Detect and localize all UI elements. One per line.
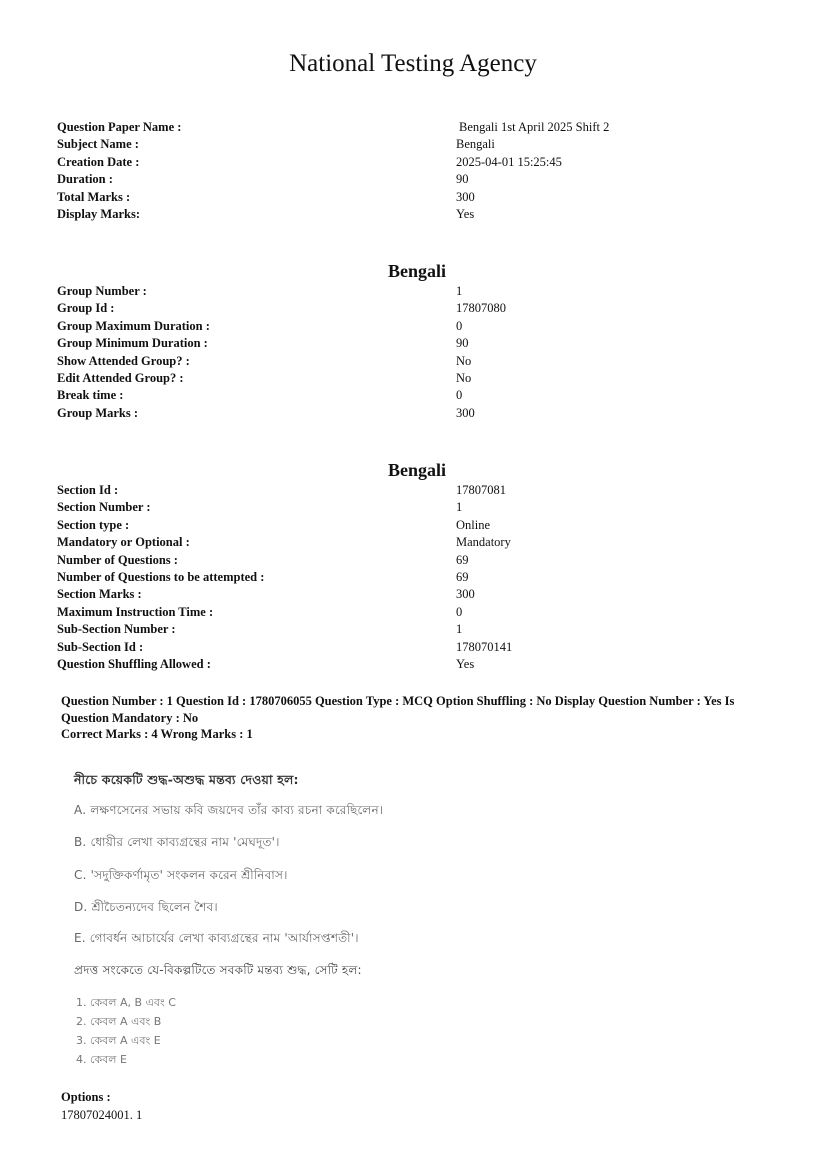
info-key: Maximum Instruction Time : — [57, 604, 214, 619]
question-mandatory-line: Question Mandatory : No — [61, 710, 199, 725]
info-value: No — [456, 353, 472, 368]
group-info-row — [57, 353, 777, 370]
info-key: Duration : — [57, 172, 113, 187]
info-value: 90 — [456, 172, 469, 187]
choice-1: 1. কেবল A, B এবং C — [76, 996, 176, 1009]
paper-info-row — [57, 119, 777, 136]
info-key: Section Number : — [57, 500, 151, 515]
group-heading: Bengali — [387, 261, 446, 281]
info-key: Sub-Section Id : — [57, 639, 144, 654]
info-value: 178070141 — [456, 639, 513, 654]
info-value: Online — [456, 517, 491, 532]
section-info-row — [57, 604, 777, 621]
info-key: Section Id : — [57, 483, 119, 497]
info-value: 0 — [456, 318, 463, 333]
question-meta-line: Question Number : 1 Question Id : 1780706055 Question Type : MCQ Option Shuffling : No Display Question Number : Yes Is — [61, 694, 735, 708]
info-value: 1 — [456, 500, 463, 515]
paper-info-row — [57, 154, 777, 171]
info-key: Section type : — [57, 517, 130, 532]
info-key: Creation Date : — [57, 154, 140, 169]
paper-info-table — [57, 119, 777, 223]
statement-e: E. গোবর্ধন আচার্যের লেখা কাব্যগ্রন্থের নাম 'আর্যাসপ্তশতী'। — [74, 931, 359, 945]
group-info-row — [57, 335, 777, 352]
statement-a: A. লক্ষণসেনের সভায় কবি জয়দেব তাঁর কাব্য রচনা করেছিলেন। — [74, 803, 384, 817]
question-image — [70, 762, 630, 1072]
section-info-row — [57, 621, 777, 638]
group-info-row — [57, 318, 777, 335]
section-info-row — [57, 552, 777, 569]
info-value: 1 — [456, 622, 463, 637]
page-title: National Testing Agency — [289, 50, 537, 77]
paper-info-row — [57, 206, 777, 223]
info-key: Total Marks : — [57, 189, 131, 204]
info-value: 0 — [456, 388, 463, 403]
info-value: 17807081 — [456, 483, 506, 497]
section-info-row — [57, 569, 777, 586]
info-value: Bengali 1st April 2025 Shift 2 — [459, 120, 610, 134]
question-intro: নীচে কয়েকটি শুদ্ধ-অশুদ্ধ মন্তব্য দেওয়া হল: — [74, 772, 299, 787]
info-key: Subject Name : — [57, 137, 139, 152]
info-value: Bengali — [456, 137, 495, 152]
statement-d: D. শ্রীচৈতন্যদেব ছিলেন শৈব। — [74, 900, 218, 914]
info-value: 300 — [456, 189, 475, 204]
info-key: Group Marks : — [57, 405, 139, 420]
paper-info-row — [57, 189, 777, 206]
section-heading: Bengali — [387, 460, 446, 480]
info-value: 17807080 — [456, 301, 506, 316]
section-info-table — [57, 482, 777, 673]
group-info-row — [57, 387, 777, 404]
info-key: Question Paper Name : — [57, 120, 182, 134]
statement-b: B. ধোয়ীর লেখা কাব্যগ্রন্থের নাম 'মেঘদূত'। — [74, 835, 280, 849]
info-value: Yes — [456, 656, 475, 671]
info-key: Display Marks: — [57, 206, 140, 221]
question-prompt: প্রদত্ত সংকেতে যে-বিকল্পটিতে সবকটি মন্তব্য শুদ্ধ, সেটি হল: — [74, 963, 362, 977]
info-key: Group Number : — [57, 284, 147, 298]
info-value: 300 — [456, 405, 475, 420]
info-key: Edit Attended Group? : — [57, 370, 184, 385]
choice-4: 4. কেবল E — [76, 1053, 127, 1066]
info-value: 300 — [456, 587, 475, 602]
info-value: 1 — [456, 284, 463, 298]
section-info-row — [57, 482, 777, 499]
info-key: Break time : — [57, 388, 124, 403]
choice-3: 3. কেবল A এবং E — [76, 1034, 161, 1047]
options-label: Options : — [61, 1090, 111, 1104]
info-key: Number of Questions : — [57, 552, 178, 567]
choice-2: 2. কেবল A এবং B — [76, 1015, 162, 1028]
info-value: Mandatory — [456, 535, 511, 550]
info-value: 90 — [456, 336, 469, 351]
section-info-row — [57, 534, 777, 551]
group-info-row — [57, 283, 777, 300]
info-value: 69 — [456, 552, 469, 567]
question-marks-line: Correct Marks : 4 Wrong Marks : 1 — [61, 727, 253, 741]
info-key: Mandatory or Optional : — [57, 535, 190, 550]
info-value: 69 — [456, 569, 469, 584]
group-info-row — [57, 370, 777, 387]
info-key: Group Id : — [57, 301, 115, 316]
section-info-row — [57, 499, 777, 516]
info-key: Show Attended Group? : — [57, 353, 190, 368]
question-header — [61, 693, 781, 743]
info-key: Number of Questions to be attempted : — [57, 569, 265, 584]
section-info-row — [57, 517, 777, 534]
paper-info-row — [57, 136, 777, 153]
info-key: Group Maximum Duration : — [57, 318, 210, 333]
paper-info-row — [57, 171, 777, 188]
info-value: Yes — [456, 206, 475, 221]
group-info-row — [57, 405, 777, 422]
section-info-row — [57, 586, 777, 603]
group-info-row — [57, 300, 777, 317]
info-value: 2025-04-01 15:25:45 — [456, 154, 562, 169]
statement-c: C. 'সদুক্তিকর্ণামৃত' সংকলন করেন শ্রীনিবাস। — [74, 868, 288, 882]
option-1: 17807024001. 1 — [61, 1108, 143, 1122]
section-info-row — [57, 656, 777, 673]
info-value: No — [456, 370, 472, 385]
info-value: 0 — [456, 604, 463, 619]
info-key: Question Shuffling Allowed : — [57, 656, 211, 671]
group-info-table — [57, 283, 777, 422]
info-key: Section Marks : — [57, 587, 142, 602]
info-key: Group Minimum Duration : — [57, 336, 208, 351]
section-info-row — [57, 639, 777, 656]
info-key: Sub-Section Number : — [57, 622, 176, 637]
